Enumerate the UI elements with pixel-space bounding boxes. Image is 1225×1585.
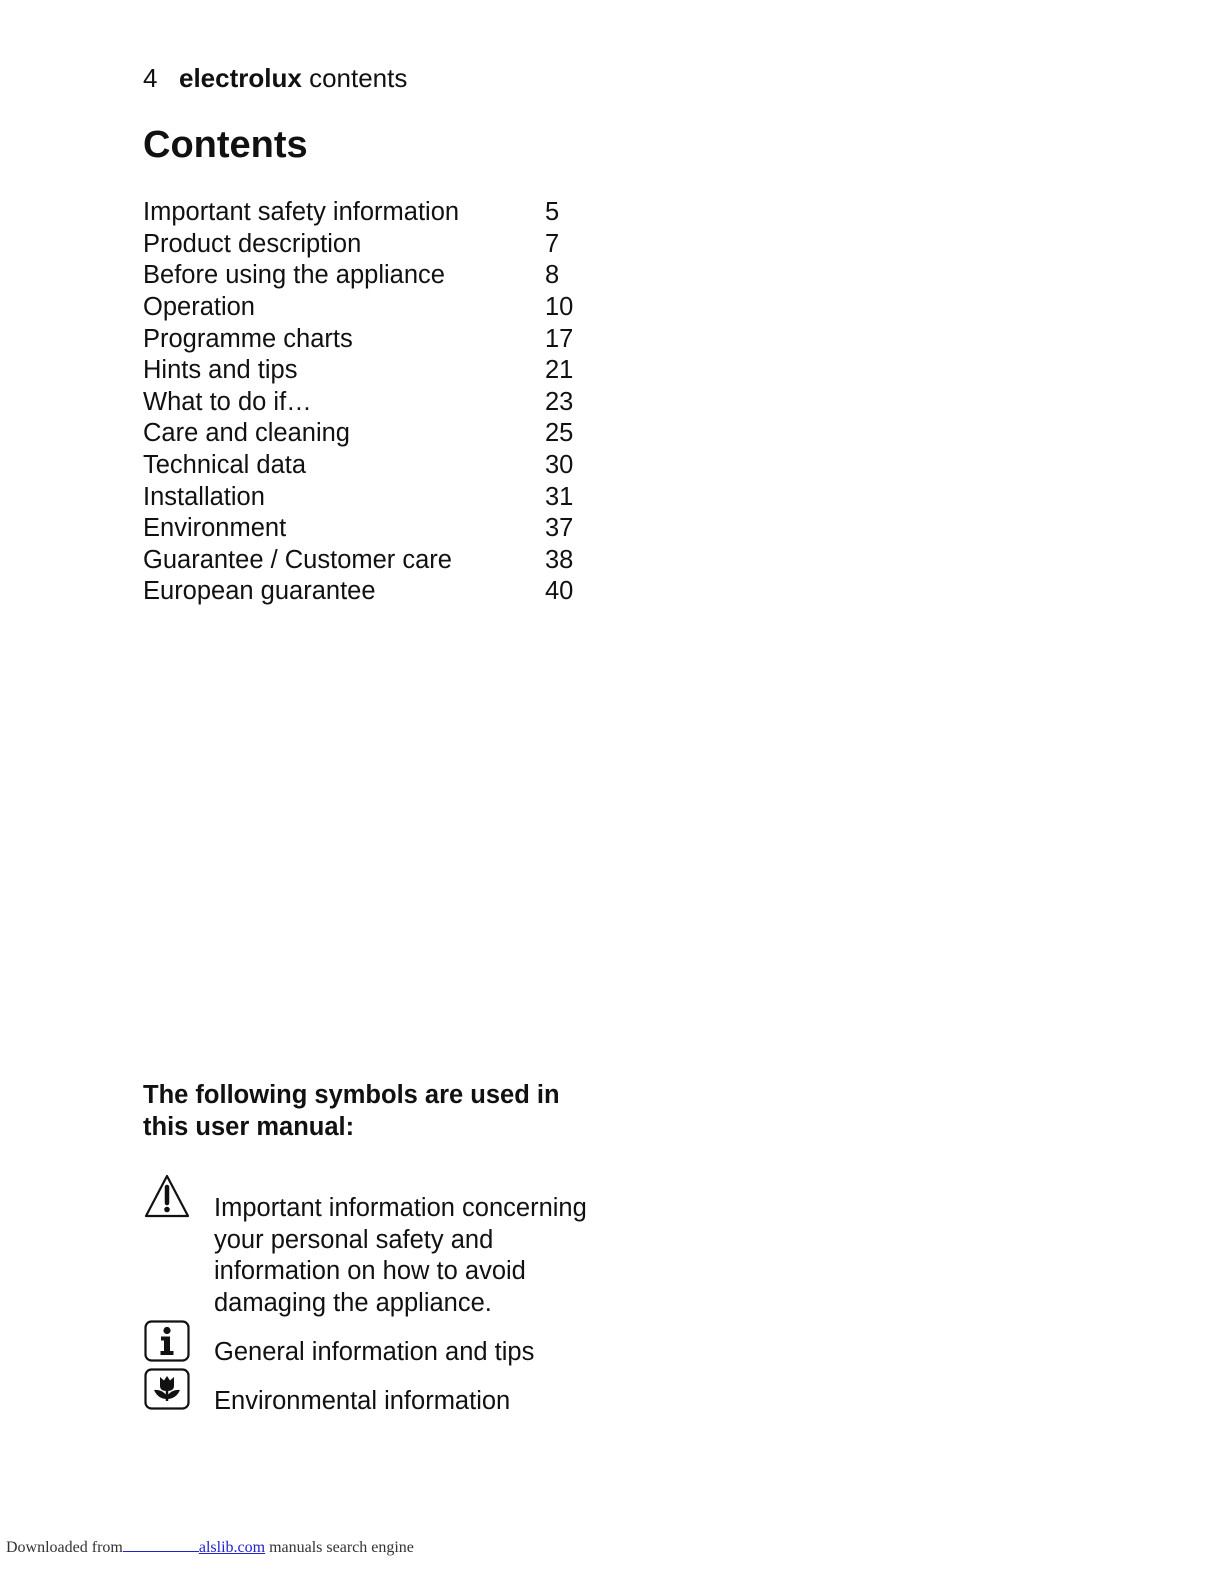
toc-entry-label: Care and cleaning (143, 419, 350, 448)
toc-entry-label: Product description (143, 229, 362, 258)
toc-entry-page: 21 (545, 356, 574, 385)
toc-entry-label: Operation (143, 293, 255, 322)
toc-entry-page: 5 (545, 198, 560, 227)
toc-entry-label: What to do if… (143, 387, 312, 416)
toc-entry-label: Important safety information (143, 198, 460, 227)
toc-entry-label: Programme charts (143, 324, 353, 353)
toc-entry-label: Environment (143, 514, 287, 543)
toc-entry-page: 31 (545, 482, 574, 511)
toc-entry-page: 23 (545, 387, 574, 416)
toc-entry-label: European guarantee (143, 577, 376, 606)
section-name: contents (309, 63, 408, 93)
toc-entry-page: 37 (545, 514, 574, 543)
toc-row (143, 450, 603, 482)
toc-row (143, 418, 603, 450)
footer-link[interactable]: alslib.com (198, 1539, 266, 1556)
footer-prefix: Downloaded from (6, 1539, 123, 1556)
toc-row (143, 323, 603, 355)
toc-row (143, 260, 603, 292)
toc-entry-page: 38 (545, 545, 574, 574)
footer-link-underline (123, 1539, 199, 1552)
toc-entry-label: Guarantee / Customer care (143, 545, 452, 574)
running-header (143, 62, 407, 94)
symbol-info-text: General information and tips (214, 1338, 535, 1366)
symbol-warning-text: Important information concerning your personal safety and information on how to avoid damaging the appliance. (214, 1194, 587, 1317)
toc-entry-label: Hints and tips (143, 356, 298, 385)
toc-row (143, 355, 603, 387)
toc-entry-page: 7 (545, 229, 560, 258)
toc-entry-label: Technical data (143, 451, 307, 480)
footer-suffix: manuals search engine (269, 1539, 414, 1556)
download-footer (6, 1539, 414, 1557)
toc-entry-page: 25 (545, 419, 574, 448)
toc-entry-label: Before using the appliance (143, 261, 445, 290)
toc-entry-page: 30 (545, 451, 574, 480)
brand-name: electrolux (179, 63, 302, 93)
warning-triangle-icon (144, 1174, 190, 1218)
page-number: 4 (143, 63, 158, 93)
toc-row (143, 387, 603, 419)
toc-entry-label: Installation (143, 482, 265, 511)
table-of-contents (143, 197, 603, 608)
toc-row (143, 292, 603, 324)
toc-entry-page: 8 (545, 261, 560, 290)
symbol-environment-text: Environmental information (214, 1387, 511, 1415)
toc-row (143, 545, 603, 577)
toc-entry-page: 17 (545, 324, 574, 353)
info-icon (144, 1320, 190, 1362)
toc-row (143, 576, 603, 608)
page-title: Contents (143, 124, 308, 166)
environment-flower-icon (144, 1368, 190, 1410)
toc-row (143, 481, 603, 513)
symbols-heading: The following symbols are used in this user manual: (143, 1081, 560, 1141)
toc-entry-page: 40 (545, 577, 574, 606)
toc-row (143, 197, 603, 229)
toc-row (143, 513, 603, 545)
toc-entry-page: 10 (545, 293, 574, 322)
toc-row (143, 229, 603, 261)
